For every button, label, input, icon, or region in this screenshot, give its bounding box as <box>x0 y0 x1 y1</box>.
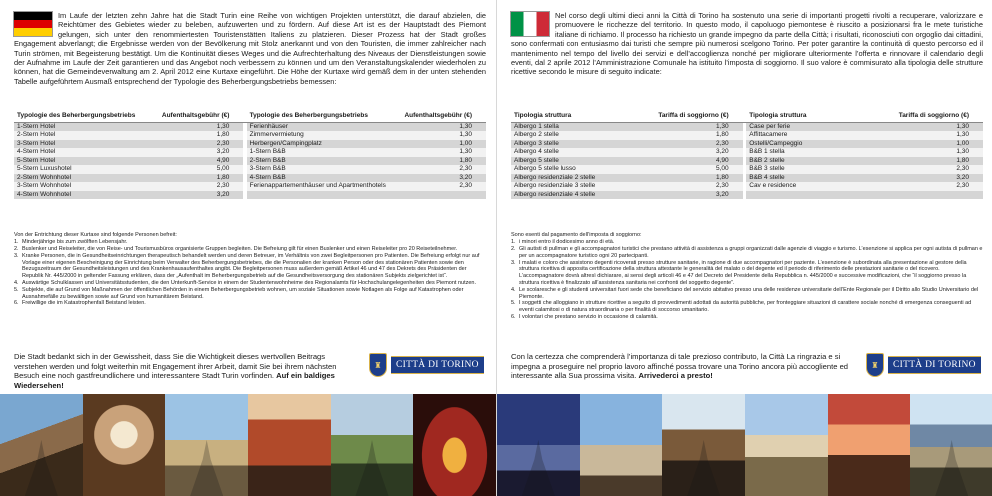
cell-fee: 4,90 <box>655 157 742 166</box>
list-item: 6. Freiwillige die im Katastrophenfall Beistand leisten. <box>14 300 146 307</box>
cell-empty <box>401 191 486 200</box>
photo-tile <box>165 394 248 496</box>
cell-type: Ostelli/Campeggio <box>746 140 895 149</box>
note-text: Buslenker und Reiseleiter, die von Reise- und Tourismusbüros organisierte Gruppen begleiten. Die Befreiung gilt für einen Buslenker und einen Reiseleiter pro 20 Reiseteilnehmer. <box>22 246 458 253</box>
rates-table <box>511 110 983 199</box>
photo-tile <box>0 394 83 496</box>
table-row <box>511 157 983 166</box>
cell-fee: 1,30 <box>401 148 486 157</box>
logo-wordmark: CITTÀ DI TORINO <box>391 356 484 374</box>
cell-type: Albergo 1 stella <box>511 122 655 131</box>
flag-spacer <box>511 11 555 38</box>
cell-type: Cav e residence <box>746 182 895 191</box>
closing-paragraph <box>511 352 851 381</box>
list-item: 1. Minderjährige bis zum zwölften Lebensjahr. <box>14 239 128 246</box>
list-item: 4. Le scolaresche e gli studenti universitari fuori sede che beneficiano del servizio abitativo presso una delle residenze universitarie dell’Ente Regionale per il Diritto allo Studio Universitario del Piemonte. <box>511 286 979 300</box>
cell-fee: 2,30 <box>655 182 742 191</box>
exemptions-list <box>511 239 983 321</box>
list-item: 3. I malati e coloro che assistono degenti ricoverati presso strutture sanitarie, in ragione di due accompagnatori per paziente. L’esenzione è subordinata alla presentazione al gestore della struttura ricettiva di apposita certificazione della struttura attestante le generalità del malato o del degente ed il periodo di riferimento delle prestazioni sanitarie o del ricovero. L’accompagnatore dovrà altresì dichiarare, ai sensi degli articoli 46 e 47 del Decreto del Presidente della Repubblica n. 445/2000 e successive modificazioni, che “il soggiorno presso la struttura ricettiva è finalizzato all’assistenza sanitaria nei confronti del soggetto degente”. <box>511 259 967 287</box>
cell-type: 2-Stern Hotel <box>14 131 159 140</box>
cell-type: Albergo 5 stelle lusso <box>511 165 655 174</box>
cell-type: B&B 1 stella <box>746 148 895 157</box>
table-row <box>14 122 486 131</box>
note-text: Gli autisti di pullman e gli accompagnatori turistici che prestano attività di assistenza a gruppi organizzati dalle agenzie di viaggio e turismo. L’esenzione si applica per ogni autista di pullman e per un accompagnatore turistico ogni 20 partecipanti. <box>519 246 983 259</box>
table-row <box>14 182 486 191</box>
photo-tile <box>745 394 828 496</box>
cell-fee: 2,30 <box>401 165 486 174</box>
cell-fee: 1,30 <box>896 131 983 140</box>
photo-tile <box>497 394 580 496</box>
col-header-type: Typologie des Beherbergungsbetriebs <box>247 110 402 122</box>
closing-text: Die Stadt bedankt sich in der Gewissheit, dass Sie die Wichtigkeit dieses wertvollen Beitrags verstehen werden und folgt weiterhin mit Engagement ihrer Arbeit, damit Sie bei ihrem nächsten Besuch eine noch gastfreundlichere und interessantere Stadt Turin vorfinden. <box>14 352 337 381</box>
cell-type: Albergo 4 stelle <box>511 148 655 157</box>
table-row <box>511 140 983 149</box>
note-text: Auswärtige Schulklassen und Universitätsstudenten, die den Unterkunft-Service in einem der Studentenwohnheime des Regionalamts für Hochschulangelegenheiten des Piemont nutzen. <box>22 280 477 287</box>
photo-strip <box>0 394 496 496</box>
citta-di-torino-logo <box>369 348 485 382</box>
cell-type: 3-Stern B&B <box>247 165 402 174</box>
cell-type: 2-Stern Wohnhotel <box>14 174 159 183</box>
cell-fee: 1,80 <box>655 131 742 140</box>
photo-tile <box>83 394 166 496</box>
note-text: I volontari che prestano servizio in occasione di calamità. <box>519 314 658 321</box>
table-row <box>511 122 983 131</box>
panel-italian <box>496 0 992 496</box>
cell-fee: 2,30 <box>896 165 983 174</box>
col-header-type: Tipologia struttura <box>511 110 655 122</box>
photo-tile <box>580 394 663 496</box>
cell-type: Albergo residenziale 4 stelle <box>511 191 655 200</box>
cell-fee: 1,30 <box>655 122 742 131</box>
cell-type: Albergo 2 stelle <box>511 131 655 140</box>
cell-fee: 3,20 <box>655 191 742 200</box>
closing-farewell: Arrivederci a presto! <box>638 371 713 381</box>
closing-text: Con la certezza che comprenderà l’importanza di tale prezioso contributo, la Città La ringrazia e si impegna a proseguire nel proprio lavoro affinché possa trovare una Torino ancora più accogliente ed interessante alla Sua prossima visita. <box>511 352 849 381</box>
exemptions-notes <box>14 232 486 307</box>
intro-paragraph <box>14 11 486 86</box>
table-row <box>14 140 486 149</box>
table-row <box>511 148 983 157</box>
note-text: Subjekte, die auf Grund von Maßnahmen der öffentlichen Behörden in einem Beherbergungsbetrieb wohnen, um soziale Situationen sowie Notlagen als Folge auf Katastrophen oder Ausnahmefälle zu bewältigen sowie auf Grund von humanitärem Beistand. <box>22 286 464 300</box>
cell-type: Albergo residenziale 2 stelle <box>511 174 655 183</box>
table-row <box>14 174 486 183</box>
cell-fee: 5,00 <box>159 165 244 174</box>
cell-type: Albergo residenziale 3 stelle <box>511 182 655 191</box>
cell-fee: 1,30 <box>401 122 486 131</box>
cell-type: 3-Stern Wohnhotel <box>14 182 159 191</box>
col-header-fee: Tariffa di soggiorno (€) <box>896 110 983 122</box>
exemptions-list <box>14 239 486 307</box>
cell-type: 1-Stern Hotel <box>14 122 159 131</box>
cell-type: Ferienappartementhäuser und Apartmenthotels <box>247 182 402 191</box>
cell-type: B&B 2 stelle <box>746 157 895 166</box>
cell-type: 3-Stern Hotel <box>14 140 159 149</box>
closing-farewell: Auf ein baldiges Wiedersehen! <box>14 371 335 390</box>
list-item: 2. Buslenker und Reiseleiter, die von Reise- und Tourismusbüros organisierte Gruppen begleiten. Die Befreiung gilt für einen Buslenker und einen Reiseleiter pro 20 Reiseteilnehmer. <box>14 246 458 253</box>
table-row <box>511 131 983 140</box>
table-row <box>511 182 983 191</box>
photo-tile <box>331 394 414 496</box>
note-text: Freiwillige die im Katastrophenfall Beistand leisten. <box>22 300 146 307</box>
list-item: 5. Subjekte, die auf Grund von Maßnahmen der öffentlichen Behörden in einem Beherbergungsbetrieb wohnen, um soziale Situationen sowie Notlagen als Folge auf Katastrophen oder Ausnahmefälle zu bewältigen sowie auf Grund von humanitärem Beistand. <box>14 286 464 300</box>
table-row <box>14 191 486 200</box>
cell-type: Albergo 5 stelle <box>511 157 655 166</box>
col-header-fee: Tariffa di soggiorno (€) <box>655 110 742 122</box>
intro-paragraph <box>511 11 983 77</box>
cell-fee: 1,30 <box>401 131 486 140</box>
bull-shield-icon: ♜ <box>866 353 884 377</box>
table-row <box>14 165 486 174</box>
flag-spacer <box>14 11 58 38</box>
cell-type: Herbergen/Campingplatz <box>247 140 402 149</box>
note-text: Kranke Personen, die in Gesundheitseinrichtungen therapeutisch behandelt werden und deren Betreuer, im Verhältnis von zwei Begleitpersonen pro Patienten. Die Befreiung erfolgt nur auf Vorlage einer eigenen Bescheinigung der Einrichtung beim Verwalter des Beherbergungsbetriebes, die die Personalien der kranken Person oder des stationären Patienten sowie den Bezugszeitraum der Gesundheitsleistungen und des Krankenhausaufenthaltes angibt. Die Begleitpersonen muss außerdem gemäß Artikel 46 und 47 des Dekrets des Präsidenten der Republik Nr. 445/2000 in geltender Fassung erklären, dass der „Aufenthalt im Beherbergungsbetrieb auf die Gesundheitsversorgung des stationären Subjekts zielgerichtet ist“. <box>22 252 480 280</box>
cell-type: Case per ferie <box>746 122 895 131</box>
cell-type: 4-Stern B&B <box>247 174 402 183</box>
cell-fee: 3,20 <box>896 174 983 183</box>
cell-fee: 3,20 <box>401 174 486 183</box>
cell-type: Albergo 3 stelle <box>511 140 655 149</box>
list-item: 4. Auswärtige Schulklassen und Universitätsstudenten, die den Unterkunft-Service in einem der Studentenwohnheime des Regionalamts für Hochschulangelegenheiten des Piemont nutzen. <box>14 280 477 287</box>
citta-di-torino-logo <box>866 348 982 382</box>
cell-fee: 2,30 <box>655 140 742 149</box>
intro-text: Nel corso degli ultimi dieci anni la Città di Torino ha sostenuto una serie di importanti progetti rivolti a recuperare, valorizzare e promuovere le ricchezze del territorio. In questo modo, il capoluogo piemontese è riuscito a posizionarsi fra le mete turistiche italiane di richiamo. Il processo ha richiesto un grande impegno da parte della Città; i risultati, riconosciuti con orgoglio dai cittadini, sono confermati con entusiasmo dai turisti che sempre più numerosi scelgono Torino. Per poter garantire la continuità di questo percorso ed il mantenimento nel tempo del livello dei servizi e dell’accoglienza nonché per migliorare ulteriormente l’offerta e rinnovare il calendario degli eventi, dal 2 aprile 2012 l’Amministrazione Comunale ha istituito l’imposta di soggiorno. Il suo valore è commisurato alla tipologia delle strutture ricettive secondo le misure di seguito indicate: <box>511 11 983 77</box>
cell-fee: 1,80 <box>896 157 983 166</box>
photo-strip <box>497 394 992 496</box>
cell-type: 4-Stern Wohnhotel <box>14 191 159 200</box>
cell-type: 4-Stern Hotel <box>14 148 159 157</box>
cell-type: 2-Stern B&B <box>247 157 402 166</box>
table-row <box>14 131 486 140</box>
note-text: Minderjährige bis zum zwölften Lebensjahr. <box>22 239 128 246</box>
cell-type: 5-Stern Luxushotel <box>14 165 159 174</box>
cell-fee: 4,90 <box>159 157 244 166</box>
cell-fee: 1,80 <box>401 157 486 166</box>
col-header-type: Tipologia struttura <box>746 110 895 122</box>
list-item: 1. i minori entro il dodicesimo anno di età. <box>511 239 615 246</box>
cell-type: 1-Stern B&B <box>247 148 402 157</box>
cell-type: Ferienhäuser <box>247 122 402 131</box>
cell-fee: 1,80 <box>159 174 244 183</box>
cell-fee: 1,30 <box>896 122 983 131</box>
cell-type: Zimmervermietung <box>247 131 402 140</box>
photo-tile <box>413 394 496 496</box>
note-text: I soggetti che alloggiano in strutture ricettive a seguito di provvedimenti adottati da autorità pubbliche, per fronteggiare situazioni di carattere sociale nonché di emergenza conseguenti ad eventi calamitosi o di natura straordinaria o per finalità di soccorso umanitario. <box>519 300 972 314</box>
table-row <box>14 148 486 157</box>
cell-fee: 1,30 <box>159 122 244 131</box>
cell-fee: 3,20 <box>159 148 244 157</box>
cell-type: B&B 4 stelle <box>746 174 895 183</box>
notes-title: Von der Entrichtung dieser Kurtaxe sind folgende Personen befreit: <box>14 232 177 238</box>
cell-empty <box>896 191 983 200</box>
note-text: I malati e coloro che assistono degenti ricoverati presso strutture sanitarie, in ragione di due accompagnatori per paziente. L’esenzione è subordinata alla presentazione al gestore della struttura ricettiva di apposita certificazione della struttura attestante le generalità del malato o del degente ed il periodo di riferimento delle prestazioni sanitarie o del ricovero. L’accompagnatore dovrà altresì dichiarare, ai sensi degli articoli 46 e 47 del Decreto del Presidente della Repubblica n. 445/2000 e successive modificazioni, che “il soggiorno presso la struttura ricettiva è finalizzato all’assistenza sanitaria nei confronti del soggetto degente”. <box>519 259 967 287</box>
cell-fee: 1,80 <box>159 131 244 140</box>
col-header-fee: Aufenthaltsgebühr (€) <box>401 110 486 122</box>
closing-paragraph <box>14 352 354 390</box>
photo-tile <box>248 394 331 496</box>
table-row <box>14 157 486 166</box>
notes-title: Sono esenti dal pagamento dell’imposta di soggiorno: <box>511 232 642 238</box>
bull-shield-icon: ♜ <box>369 353 387 377</box>
cell-fee: 1,00 <box>401 140 486 149</box>
cell-type: Affittacamere <box>746 131 895 140</box>
cell-fee: 2,30 <box>159 140 244 149</box>
photo-tile <box>910 394 992 496</box>
table-row <box>511 174 983 183</box>
note-text: i minori entro il dodicesimo anno di età. <box>519 239 615 246</box>
intro-text: Im Laufe der letzten zehn Jahre hat die Stadt Turin eine Reihe von wichtigen Projekten unterstützt, die darauf abzielen, die Reichtümer des Gebietes wieder zu beleben, aufzuwerten und zu fördern. Auf diese Art ist es der Hauptstadt des Piemont gelungen, sich unter den renommiertesten Touristenstätten Italiens zu platzieren. Dieser Prozess hat der Stadt großes Engagement abverlangt; die Ergebnisse werden von der Bevölkerung mit Stolz anerkannt und von den Touristen, die immer zahlreicher nach Turin strömen, mit Begeisterung bestätigt. Um die Kontinuität dieses Weges und die Aufrechterhaltung des Niveaus der Dienstleistungen sowie der Aufnahme im Laufe der Zeit garantieren und das Angebot noch verbessern zu können und um den Veranstaltungskalender wiederholen zu können, hat die Gemeindeverwaltung am 2. April 2012 eine Kurtaxe eingeführt. Die Höhe der Kurtaxe wird gemäß dem in der unten stehenden Tabelle aufgeführtem Ausmaß entsprechend der Typologie des Beherbergungsbetriebs bemessen: <box>14 11 486 86</box>
exemptions-notes <box>511 232 983 321</box>
cell-fee: 2,30 <box>401 182 486 191</box>
cell-fee: 2,30 <box>896 182 983 191</box>
col-header-fee: Aufenthaltsgebühr (€) <box>159 110 244 122</box>
cell-empty <box>746 191 895 200</box>
list-item: 5. I soggetti che alloggiano in strutture ricettive a seguito di provvedimenti adottati da autorità pubbliche, per fronteggiare situazioni di carattere sociale nonché di emergenza conseguenti ad eventi calamitosi o di natura straordinaria o per finalità di soccorso umanitario. <box>511 300 972 314</box>
table-row <box>511 191 983 200</box>
cell-fee: 3,20 <box>655 148 742 157</box>
list-item: 2. Gli autisti di pullman e gli accompagnatori turistici che prestano attività di assistenza a gruppi organizzati dalle agenzie di viaggio e turismo. L’esenzione si applica per ogni autista di pullman e per un accompagnatore turistico ogni 20 partecipanti. <box>511 246 983 259</box>
list-item: 6. I volontari che prestano servizio in occasione di calamità. <box>511 314 658 321</box>
cell-fee: 3,20 <box>159 191 244 200</box>
cell-type: 5-Stern Hotel <box>14 157 159 166</box>
table-row <box>511 165 983 174</box>
cell-fee: 1,30 <box>896 148 983 157</box>
logo-wordmark: CITTÀ DI TORINO <box>888 356 981 374</box>
cell-type: B&B 3 stelle <box>746 165 895 174</box>
cell-fee: 5,00 <box>655 165 742 174</box>
cell-fee: 1,80 <box>655 174 742 183</box>
rates-table <box>14 110 486 199</box>
cell-fee: 2,30 <box>159 182 244 191</box>
list-item: 3. Kranke Personen, die in Gesundheitseinrichtungen therapeutisch behandelt werden und deren Betreuer, im Verhältnis von zwei Begleitpersonen pro Patienten. Die Befreiung erfolgt nur auf Vorlage einer eigenen Bescheinigung der Einrichtung beim Verwalter des Beherbergungsbetriebes, die die Personalien der kranken Person oder des stationären Patienten sowie den Bezugszeitraum der Gesundheitsleistungen und des Krankenhausaufenthaltes angibt. Die Begleitpersonen muss außerdem gemäß Artikel 46 und 47 des Dekrets des Präsidenten der Republik Nr. 445/2000 in geltender Fassung erklären, dass der „Aufenthalt im Beherbergungsbetrieb auf die Gesundheitsversorgung des stationären Subjekts zielgerichtet ist“. <box>14 252 480 280</box>
cell-empty <box>247 191 402 200</box>
cell-fee: 1,00 <box>896 140 983 149</box>
photo-tile <box>662 394 745 496</box>
photo-tile <box>828 394 911 496</box>
col-header-type: Typologie des Beherbergungsbetriebs <box>14 110 159 122</box>
note-text: Le scolaresche e gli studenti universitari fuori sede che beneficiano del servizio abitativo presso una delle residenze universitarie dell’Ente Regionale per il Diritto allo Studio Universitario del Piemonte. <box>519 286 979 300</box>
